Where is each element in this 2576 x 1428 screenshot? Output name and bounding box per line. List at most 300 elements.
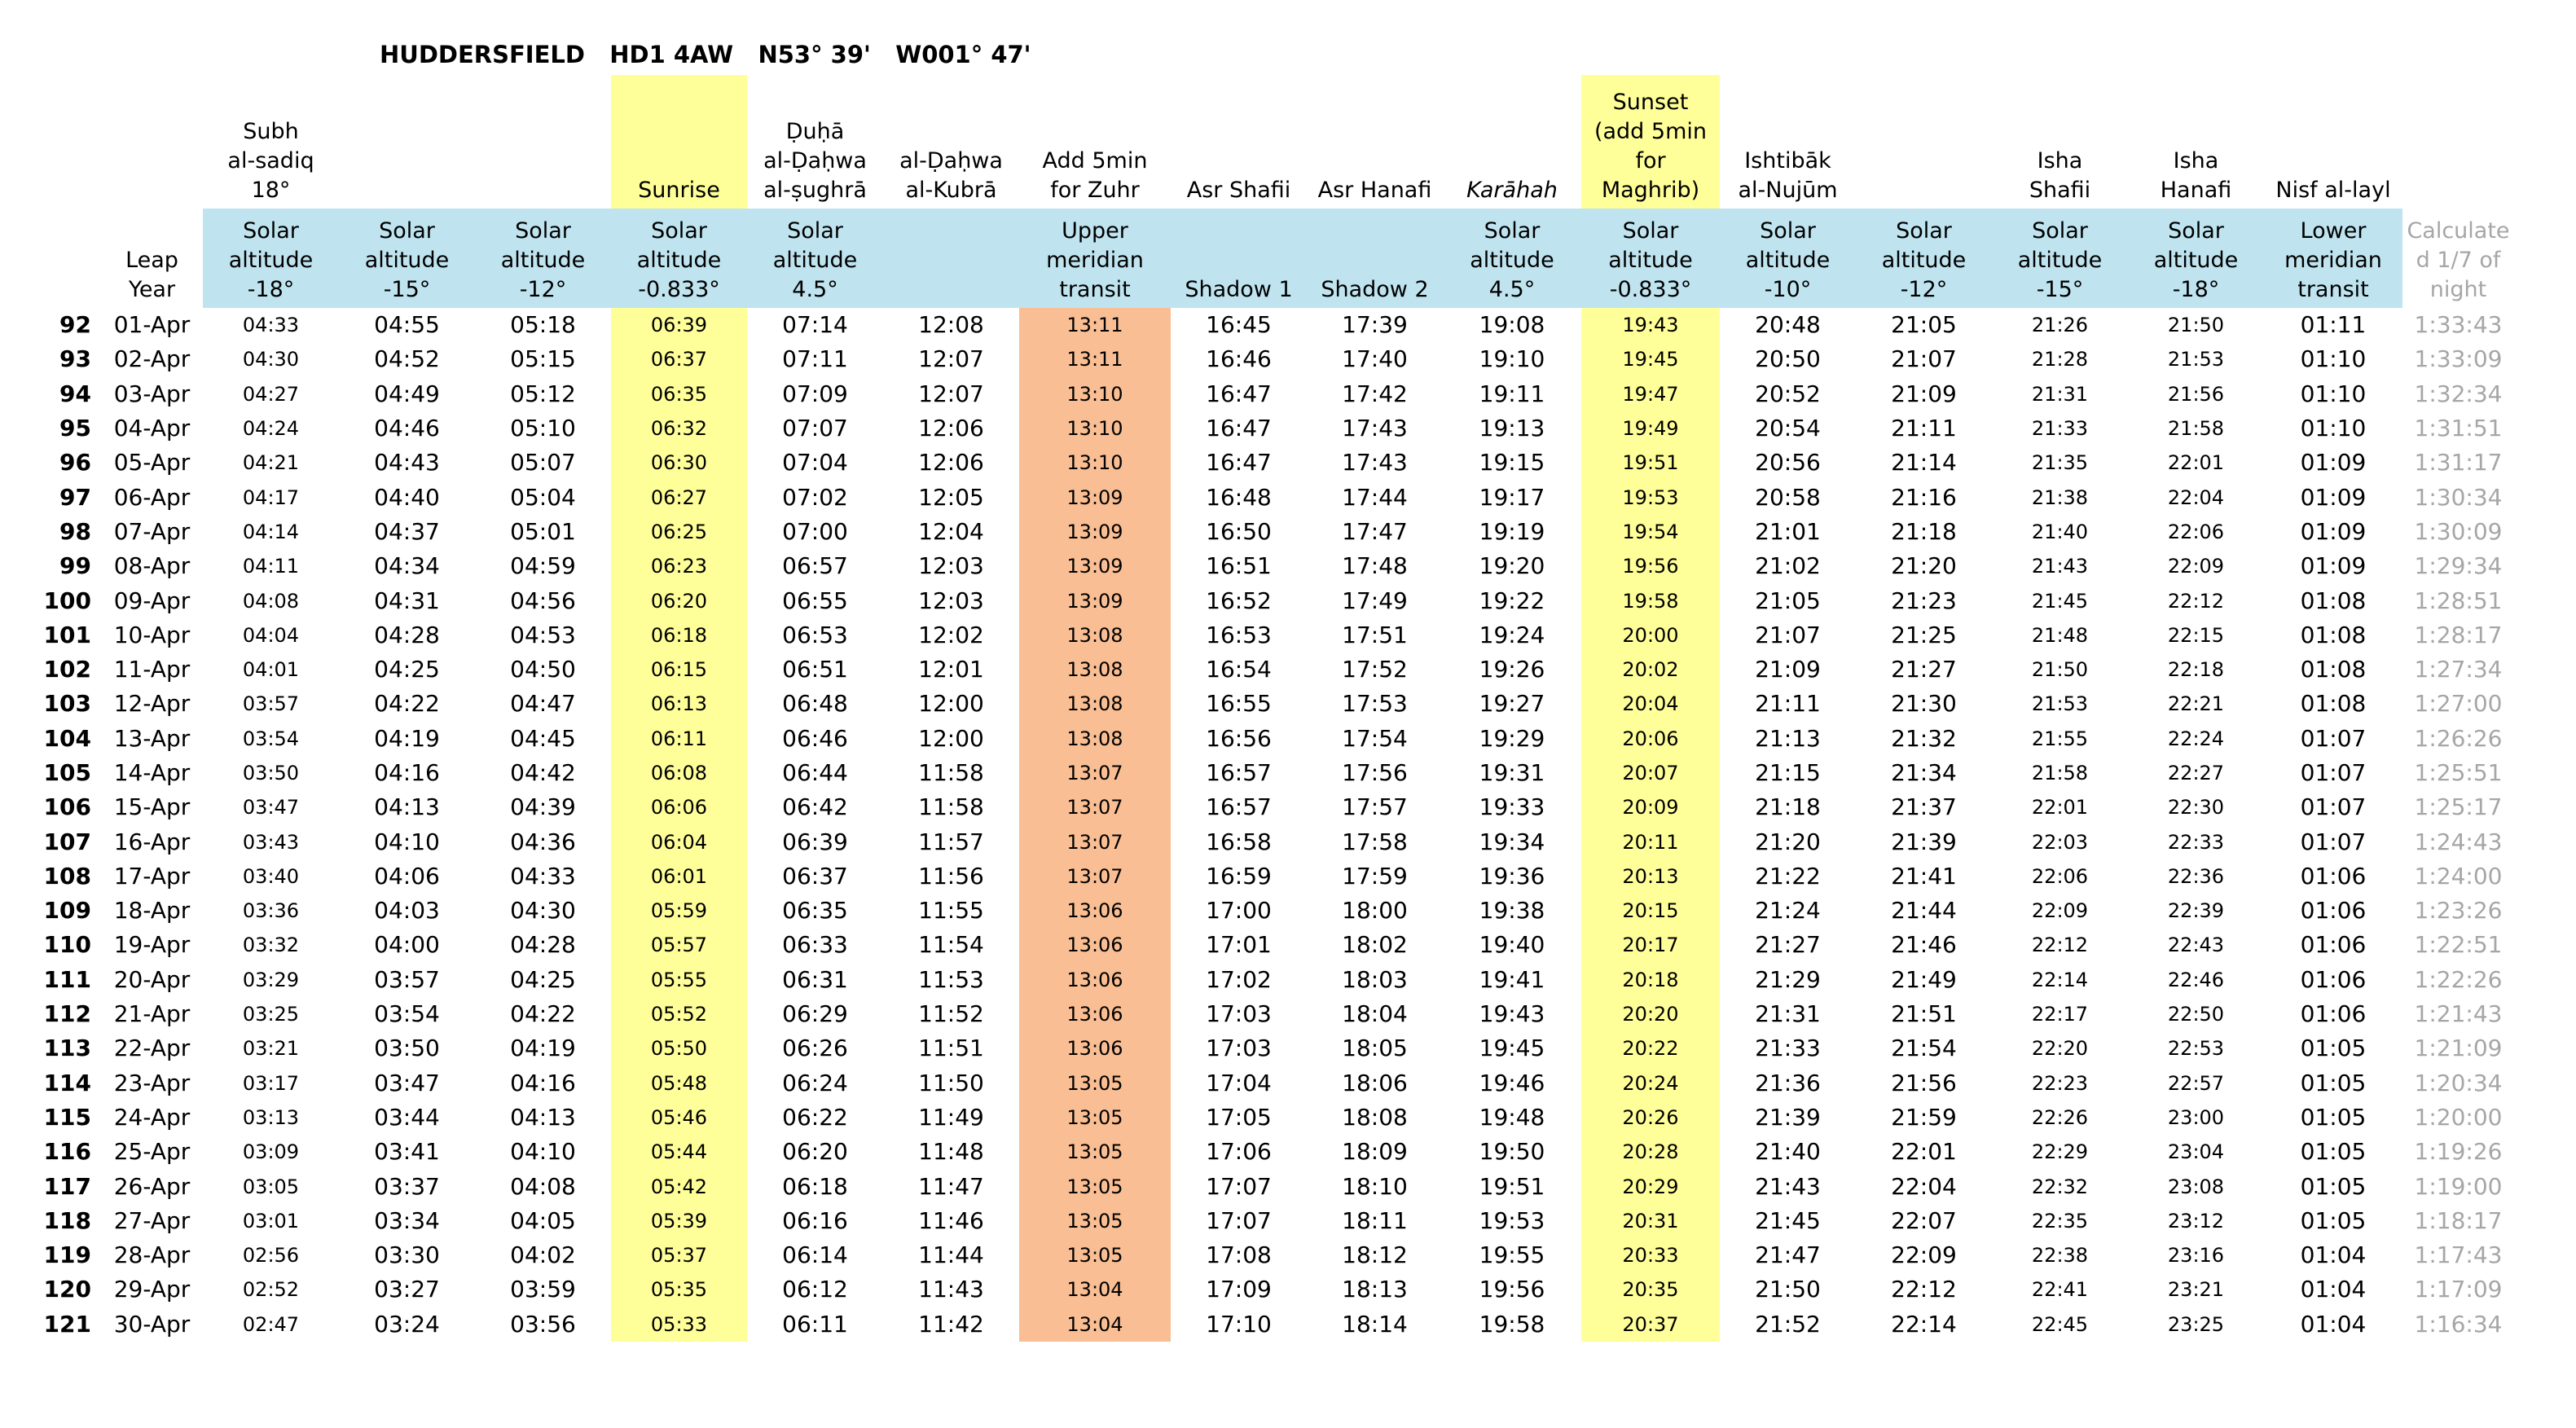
- cell-asr-hanafi: 18:08: [1342, 1103, 1408, 1131]
- cell-dahwa-kubra: 11:47: [918, 1172, 984, 1200]
- cell-nisf-al-layl: 01:04: [2300, 1310, 2367, 1338]
- cell-nisf-al-layl: 01:05: [2300, 1172, 2367, 1200]
- header-top-dahwa-kubra: al-Ḍaḥwa al-Kubrā: [899, 148, 1003, 203]
- table-row: [39, 480, 2514, 514]
- cell-isha-shafii: 22:03: [2031, 830, 2089, 854]
- cell-ishtibak-nujum: 21:09: [1755, 656, 1821, 683]
- cell-fajr-12: 04:39: [510, 793, 576, 821]
- header-top: [475, 75, 611, 209]
- header-sub: Solar altitude -15°: [339, 209, 475, 308]
- cell-asr-hanafi: 17:57: [1342, 793, 1408, 821]
- cell-upper-transit: 13:09: [1019, 549, 1171, 583]
- cell-alt-12: 21:20: [1891, 552, 1957, 580]
- cell-isha-hanafi: 22:09: [2167, 555, 2225, 578]
- cell-ishtibak-nujum: 21:36: [1755, 1069, 1821, 1096]
- cell-nisf-al-layl: 01:05: [2300, 1035, 2367, 1062]
- cell-sunset: 20:13: [1581, 859, 1720, 894]
- cell-sunset: 20:09: [1581, 790, 1720, 824]
- cell-fajr-15: 04:37: [374, 517, 440, 545]
- cell-ishtibak-nujum: 20:48: [1755, 311, 1821, 339]
- cell-subh-sadiq-18: 03:09: [242, 1140, 300, 1164]
- cell-dahwa-kubra: 11:54: [918, 931, 984, 959]
- cell-sunrise: 06:39: [611, 308, 747, 342]
- cell-sunset: 20:04: [1581, 687, 1720, 721]
- cell-ishtibak-nujum: 21:50: [1755, 1276, 1821, 1303]
- cell-duha-sughra: 06:24: [782, 1069, 848, 1096]
- cell-karahah: 19:38: [1479, 897, 1545, 925]
- cell-isha-hanafi: 22:27: [2167, 762, 2225, 784]
- cell-asr-shafii: 16:54: [1206, 656, 1272, 683]
- cell-fajr-12: 04:22: [510, 1000, 576, 1028]
- cell-nisf-al-layl: 01:07: [2300, 724, 2367, 752]
- cell-sunrise: 06:04: [611, 824, 747, 859]
- cell-day-of-year: 104: [43, 724, 91, 752]
- cell-isha-shafii: 22:09: [2031, 899, 2089, 923]
- cell-duha-sughra: 06:33: [782, 931, 848, 959]
- cell-subh-sadiq-18: 03:57: [242, 692, 300, 716]
- cell-date: 04-Apr: [113, 415, 191, 442]
- cell-asr-shafii: 16:57: [1206, 759, 1272, 786]
- cell-karahah: 19:58: [1479, 1310, 1545, 1338]
- cell-date: 30-Apr: [113, 1310, 191, 1338]
- cell-sunset: 19:53: [1581, 480, 1720, 514]
- header-sub: Solar altitude -0.833°: [611, 209, 747, 308]
- cell-asr-hanafi: 17:44: [1342, 483, 1408, 511]
- cell-sunrise: 05:44: [611, 1135, 747, 1169]
- cell-nisf-al-layl: 01:08: [2300, 587, 2367, 614]
- cell-alt-12: 21:37: [1891, 793, 1957, 821]
- cell-day-of-year: 94: [59, 380, 91, 407]
- cell-alt-12: 22:09: [1891, 1241, 1957, 1269]
- cell-duha-sughra: 06:26: [782, 1035, 848, 1062]
- cell-sunrise: 05:52: [611, 997, 747, 1031]
- cell-seventh-of-night: 1:20:00: [2414, 1103, 2503, 1131]
- cell-asr-hanafi: 18:00: [1342, 897, 1408, 925]
- table-row: [39, 583, 2514, 617]
- cell-asr-hanafi: 17:51: [1342, 621, 1408, 648]
- cell-isha-hanafi: 22:57: [2167, 1071, 2225, 1095]
- cell-fajr-12: 04:16: [510, 1069, 576, 1096]
- cell-sunrise: 06:37: [611, 342, 747, 376]
- cell-seventh-of-night: 1:31:17: [2414, 449, 2503, 477]
- cell-ishtibak-nujum: 21:24: [1755, 897, 1821, 925]
- cell-date: 13-Apr: [113, 724, 191, 752]
- cell-dahwa-kubra: 12:06: [918, 415, 984, 442]
- cell-fajr-12: 03:56: [510, 1310, 576, 1338]
- cell-seventh-of-night: 1:33:09: [2414, 345, 2503, 373]
- cell-ishtibak-nujum: 21:02: [1755, 552, 1821, 580]
- cell-nisf-al-layl: 01:08: [2300, 690, 2367, 718]
- cell-dahwa-kubra: 11:56: [918, 862, 984, 890]
- cell-nisf-al-layl: 01:07: [2300, 793, 2367, 821]
- cell-asr-hanafi: 17:47: [1342, 517, 1408, 545]
- cell-isha-hanafi: 23:04: [2167, 1140, 2225, 1164]
- prayer-times-table: [39, 75, 2514, 1342]
- cell-asr-hanafi: 17:48: [1342, 552, 1408, 580]
- cell-isha-hanafi: 21:56: [2167, 382, 2225, 406]
- cell-sunset: 20:26: [1581, 1101, 1720, 1135]
- cell-asr-shafii: 16:47: [1206, 380, 1272, 407]
- header-top-isha-hanafi: Isha Hanafi: [2160, 148, 2232, 203]
- cell-sunrise: 06:11: [611, 722, 747, 756]
- cell-date: 15-Apr: [113, 793, 191, 821]
- table-row: [39, 618, 2514, 652]
- cell-dahwa-kubra: 12:08: [918, 311, 984, 339]
- cell-date: 18-Apr: [113, 897, 191, 925]
- cell-upper-transit: 13:06: [1019, 1031, 1171, 1066]
- cell-nisf-al-layl: 01:09: [2300, 517, 2367, 545]
- cell-karahah: 19:17: [1479, 483, 1545, 511]
- cell-seventh-of-night: 1:21:43: [2414, 1000, 2503, 1028]
- cell-asr-hanafi: 18:06: [1342, 1069, 1408, 1096]
- cell-fajr-15: 04:52: [374, 345, 440, 373]
- cell-duha-sughra: 06:42: [782, 793, 848, 821]
- cell-sunset: 20:00: [1581, 618, 1720, 652]
- cell-karahah: 19:20: [1479, 552, 1545, 580]
- header-top: [339, 75, 475, 209]
- cell-asr-hanafi: 18:05: [1342, 1035, 1408, 1062]
- table-row: [39, 687, 2514, 721]
- table-row: [39, 894, 2514, 928]
- cell-fajr-15: 03:41: [374, 1138, 440, 1166]
- cell-fajr-12: 04:33: [510, 862, 576, 890]
- cell-fajr-12: 04:53: [510, 621, 576, 648]
- cell-date: 22-Apr: [113, 1035, 191, 1062]
- table-row: [39, 342, 2514, 376]
- cell-sunset: 20:33: [1581, 1238, 1720, 1272]
- cell-asr-shafii: 16:55: [1206, 690, 1272, 718]
- table-row: [39, 1238, 2514, 1272]
- cell-sunset: 19:54: [1581, 515, 1720, 549]
- cell-isha-hanafi: 22:50: [2167, 1003, 2225, 1026]
- cell-day-of-year: 109: [43, 897, 91, 925]
- cell-ishtibak-nujum: 20:52: [1755, 380, 1821, 407]
- cell-sunset: 20:15: [1581, 894, 1720, 928]
- cell-sunset: 20:07: [1581, 756, 1720, 790]
- cell-isha-shafii: 22:38: [2031, 1244, 2089, 1268]
- cell-nisf-al-layl: 01:05: [2300, 1103, 2367, 1131]
- cell-nisf-al-layl: 01:07: [2300, 759, 2367, 786]
- cell-asr-hanafi: 17:49: [1342, 587, 1408, 614]
- cell-subh-sadiq-18: 04:08: [242, 589, 300, 613]
- cell-asr-shafii: 16:47: [1206, 415, 1272, 442]
- cell-duha-sughra: 06:53: [782, 621, 848, 648]
- cell-ishtibak-nujum: 21:52: [1755, 1310, 1821, 1338]
- cell-upper-transit: 13:05: [1019, 1066, 1171, 1101]
- cell-alt-12: 21:18: [1891, 517, 1957, 545]
- cell-subh-sadiq-18: 03:54: [242, 727, 300, 750]
- cell-isha-hanafi: 23:12: [2167, 1209, 2225, 1232]
- header-top-karahah: Karāhah: [1466, 178, 1558, 203]
- cell-day-of-year: 105: [43, 759, 91, 786]
- cell-isha-hanafi: 23:25: [2167, 1312, 2225, 1336]
- cell-asr-shafii: 17:04: [1206, 1069, 1272, 1096]
- cell-isha-shafii: 21:43: [2031, 555, 2089, 578]
- cell-asr-hanafi: 17:58: [1342, 828, 1408, 855]
- cell-isha-shafii: 22:23: [2031, 1071, 2089, 1095]
- cell-seventh-of-night: 1:19:26: [2414, 1138, 2503, 1166]
- table-row: [39, 824, 2514, 859]
- cell-asr-shafii: 16:51: [1206, 552, 1272, 580]
- cell-duha-sughra: 06:55: [782, 587, 848, 614]
- cell-day-of-year: 92: [59, 311, 91, 339]
- cell-dahwa-kubra: 11:58: [918, 759, 984, 786]
- cell-fajr-15: 04:49: [374, 380, 440, 407]
- cell-alt-12: 21:16: [1891, 483, 1957, 511]
- cell-upper-transit: 13:07: [1019, 859, 1171, 894]
- cell-date: 23-Apr: [113, 1069, 191, 1096]
- cell-karahah: 19:40: [1479, 931, 1545, 959]
- cell-isha-shafii: 22:32: [2031, 1175, 2089, 1198]
- cell-date: 10-Apr: [113, 621, 191, 648]
- cell-isha-hanafi: 21:53: [2167, 348, 2225, 371]
- cell-nisf-al-layl: 01:10: [2300, 345, 2367, 373]
- cell-isha-shafii: 21:45: [2031, 589, 2089, 613]
- cell-sunset: 20:02: [1581, 652, 1720, 687]
- cell-ishtibak-nujum: 21:07: [1755, 621, 1821, 648]
- cell-upper-transit: 13:06: [1019, 997, 1171, 1031]
- cell-date: 02-Apr: [113, 345, 191, 373]
- cell-duha-sughra: 06:35: [782, 897, 848, 925]
- header-top-duha: Ḍuḥā al-Ḍaḥwa al-ṣughrā: [763, 119, 867, 203]
- cell-fajr-12: 05:01: [510, 517, 576, 545]
- cell-asr-hanafi: 17:56: [1342, 759, 1408, 786]
- cell-nisf-al-layl: 01:05: [2300, 1206, 2367, 1234]
- cell-karahah: 19:34: [1479, 828, 1545, 855]
- cell-day-of-year: 115: [43, 1103, 91, 1131]
- cell-seventh-of-night: 1:24:43: [2414, 828, 2503, 855]
- cell-day-of-year: 118: [43, 1206, 91, 1234]
- cell-duha-sughra: 06:57: [782, 552, 848, 580]
- cell-asr-hanafi: 18:10: [1342, 1172, 1408, 1200]
- cell-isha-shafii: 22:29: [2031, 1140, 2089, 1164]
- cell-upper-transit: 13:05: [1019, 1238, 1171, 1272]
- cell-alt-12: 21:32: [1891, 724, 1957, 752]
- cell-ishtibak-nujum: 21:20: [1755, 828, 1821, 855]
- cell-subh-sadiq-18: 03:25: [242, 1003, 300, 1026]
- cell-ishtibak-nujum: 21:22: [1755, 862, 1821, 890]
- cell-date: 29-Apr: [113, 1276, 191, 1303]
- table-row: [39, 308, 2514, 342]
- cell-subh-sadiq-18: 04:17: [242, 486, 300, 509]
- cell-nisf-al-layl: 01:09: [2300, 552, 2367, 580]
- cell-sunrise: 06:27: [611, 480, 747, 514]
- cell-subh-sadiq-18: 03:50: [242, 762, 300, 784]
- cell-ishtibak-nujum: 21:01: [1755, 517, 1821, 545]
- table-row: [39, 515, 2514, 549]
- cell-upper-transit: 13:08: [1019, 687, 1171, 721]
- cell-ishtibak-nujum: 21:27: [1755, 931, 1821, 959]
- cell-fajr-12: 04:30: [510, 897, 576, 925]
- cell-day-of-year: 113: [43, 1035, 91, 1062]
- cell-subh-sadiq-18: 02:47: [242, 1312, 300, 1336]
- cell-asr-shafii: 17:03: [1206, 1000, 1272, 1028]
- cell-duha-sughra: 07:02: [782, 483, 848, 511]
- header-top: [1856, 75, 1992, 209]
- cell-fajr-15: 04:06: [374, 862, 440, 890]
- cell-upper-transit: 13:08: [1019, 618, 1171, 652]
- table-row: [39, 549, 2514, 583]
- cell-asr-shafii: 16:52: [1206, 587, 1272, 614]
- cell-karahah: 19:53: [1479, 1206, 1545, 1234]
- cell-ishtibak-nujum: 21:43: [1755, 1172, 1821, 1200]
- cell-sunrise: 06:01: [611, 859, 747, 894]
- cell-asr-hanafi: 18:11: [1342, 1206, 1408, 1234]
- cell-alt-12: 21:56: [1891, 1069, 1957, 1096]
- cell-sunset: 19:43: [1581, 308, 1720, 342]
- cell-seventh-of-night: 1:25:51: [2414, 759, 2503, 786]
- cell-date: 03-Apr: [113, 380, 191, 407]
- cell-seventh-of-night: 1:27:00: [2414, 690, 2503, 718]
- cell-sunset: 20:35: [1581, 1272, 1720, 1307]
- header-sub: [39, 209, 101, 308]
- cell-isha-shafii: 22:17: [2031, 1003, 2089, 1026]
- cell-isha-hanafi: 22:18: [2167, 658, 2225, 682]
- cell-fajr-12: 05:15: [510, 345, 576, 373]
- cell-subh-sadiq-18: 03:29: [242, 968, 300, 991]
- cell-day-of-year: 116: [43, 1138, 91, 1166]
- cell-alt-12: 21:39: [1891, 828, 1957, 855]
- cell-dahwa-kubra: 11:50: [918, 1069, 984, 1096]
- cell-asr-shafii: 17:08: [1206, 1241, 1272, 1269]
- cell-sunset: 19:56: [1581, 549, 1720, 583]
- cell-isha-shafii: 22:12: [2031, 934, 2089, 957]
- cell-asr-shafii: 17:00: [1206, 897, 1272, 925]
- cell-fajr-15: 04:46: [374, 415, 440, 442]
- cell-asr-shafii: 17:03: [1206, 1035, 1272, 1062]
- cell-sunset: 20:17: [1581, 928, 1720, 962]
- cell-alt-12: 21:54: [1891, 1035, 1957, 1062]
- cell-isha-shafii: 21:48: [2031, 623, 2089, 647]
- cell-karahah: 19:24: [1479, 621, 1545, 648]
- cell-sunrise: 06:06: [611, 790, 747, 824]
- cell-date: 11-Apr: [113, 656, 191, 683]
- cell-duha-sughra: 06:22: [782, 1103, 848, 1131]
- cell-day-of-year: 114: [43, 1069, 91, 1096]
- cell-upper-transit: 13:09: [1019, 515, 1171, 549]
- header-sub: Solar altitude -12°: [1856, 209, 1992, 308]
- cell-seventh-of-night: 1:25:17: [2414, 793, 2503, 821]
- header-top-zuhr: Add 5min for Zuhr: [1042, 148, 1148, 203]
- cell-subh-sadiq-18: 04:24: [242, 417, 300, 441]
- cell-asr-shafii: 16:57: [1206, 793, 1272, 821]
- cell-dahwa-kubra: 12:07: [918, 345, 984, 373]
- cell-ishtibak-nujum: 21:15: [1755, 759, 1821, 786]
- cell-upper-transit: 13:06: [1019, 928, 1171, 962]
- cell-subh-sadiq-18: 04:33: [242, 314, 300, 337]
- cell-fajr-12: 04:13: [510, 1103, 576, 1131]
- cell-upper-transit: 13:11: [1019, 308, 1171, 342]
- cell-nisf-al-layl: 01:06: [2300, 931, 2367, 959]
- cell-sunrise: 05:46: [611, 1101, 747, 1135]
- header-sub: Solar altitude -12°: [475, 209, 611, 308]
- cell-seventh-of-night: 1:19:00: [2414, 1172, 2503, 1200]
- cell-nisf-al-layl: 01:08: [2300, 621, 2367, 648]
- cell-fajr-15: 03:47: [374, 1069, 440, 1096]
- cell-karahah: 19:22: [1479, 587, 1545, 614]
- table-body: [39, 308, 2514, 1342]
- cell-isha-hanafi: 22:30: [2167, 796, 2225, 819]
- cell-dahwa-kubra: 12:03: [918, 552, 984, 580]
- cell-fajr-12: 04:56: [510, 587, 576, 614]
- cell-sunset: 20:37: [1581, 1307, 1720, 1342]
- header-row-details: [39, 209, 2514, 308]
- cell-date: 25-Apr: [113, 1138, 191, 1166]
- cell-alt-12: 22:07: [1891, 1206, 1957, 1234]
- cell-alt-12: 21:11: [1891, 415, 1957, 442]
- cell-karahah: 19:11: [1479, 380, 1545, 407]
- cell-nisf-al-layl: 01:04: [2300, 1276, 2367, 1303]
- cell-alt-12: 21:27: [1891, 656, 1957, 683]
- cell-day-of-year: 102: [43, 656, 91, 683]
- cell-nisf-al-layl: 01:04: [2300, 1241, 2367, 1269]
- cell-alt-12: 21:05: [1891, 311, 1957, 339]
- table-row: [39, 1204, 2514, 1238]
- cell-isha-shafii: 21:55: [2031, 727, 2089, 750]
- cell-fajr-12: 04:25: [510, 965, 576, 993]
- cell-dahwa-kubra: 11:46: [918, 1206, 984, 1234]
- cell-duha-sughra: 06:16: [782, 1206, 848, 1234]
- cell-upper-transit: 13:09: [1019, 583, 1171, 617]
- cell-asr-shafii: 16:56: [1206, 724, 1272, 752]
- cell-asr-hanafi: 17:39: [1342, 311, 1408, 339]
- cell-day-of-year: 107: [43, 828, 91, 855]
- cell-dahwa-kubra: 12:02: [918, 621, 984, 648]
- cell-date: 27-Apr: [113, 1206, 191, 1234]
- cell-isha-shafii: 22:41: [2031, 1278, 2089, 1302]
- cell-karahah: 19:26: [1479, 656, 1545, 683]
- cell-asr-hanafi: 17:54: [1342, 724, 1408, 752]
- cell-ishtibak-nujum: 20:54: [1755, 415, 1821, 442]
- cell-asr-hanafi: 17:43: [1342, 449, 1408, 477]
- cell-isha-shafii: 21:31: [2031, 382, 2089, 406]
- cell-isha-shafii: 22:01: [2031, 796, 2089, 819]
- cell-sunset: 20:22: [1581, 1031, 1720, 1066]
- cell-subh-sadiq-18: 04:27: [242, 382, 300, 406]
- cell-alt-12: 21:59: [1891, 1103, 1957, 1131]
- cell-isha-hanafi: 22:53: [2167, 1037, 2225, 1061]
- cell-nisf-al-layl: 01:09: [2300, 483, 2367, 511]
- cell-asr-hanafi: 18:12: [1342, 1241, 1408, 1269]
- cell-sunrise: 05:35: [611, 1272, 747, 1307]
- cell-subh-sadiq-18: 03:13: [242, 1105, 300, 1129]
- cell-seventh-of-night: 1:31:51: [2414, 415, 2503, 442]
- cell-ishtibak-nujum: 20:56: [1755, 449, 1821, 477]
- table-row: [39, 377, 2514, 411]
- cell-fajr-15: 04:13: [374, 793, 440, 821]
- cell-nisf-al-layl: 01:06: [2300, 965, 2367, 993]
- cell-fajr-12: 05:12: [510, 380, 576, 407]
- cell-asr-hanafi: 18:09: [1342, 1138, 1408, 1166]
- cell-dahwa-kubra: 11:51: [918, 1035, 984, 1062]
- cell-dahwa-kubra: 11:53: [918, 965, 984, 993]
- cell-alt-12: 21:46: [1891, 931, 1957, 959]
- cell-date: 20-Apr: [113, 965, 191, 993]
- cell-fajr-12: 04:02: [510, 1241, 576, 1269]
- cell-dahwa-kubra: 11:44: [918, 1241, 984, 1269]
- cell-fajr-12: 05:07: [510, 449, 576, 477]
- cell-alt-12: 22:12: [1891, 1276, 1957, 1303]
- cell-alt-12: 21:09: [1891, 380, 1957, 407]
- cell-seventh-of-night: 1:33:43: [2414, 311, 2503, 339]
- cell-alt-12: 21:51: [1891, 1000, 1957, 1028]
- cell-day-of-year: 95: [59, 415, 91, 442]
- cell-sunset: 20:18: [1581, 963, 1720, 997]
- cell-isha-hanafi: 21:50: [2167, 314, 2225, 337]
- cell-isha-hanafi: 22:06: [2167, 520, 2225, 543]
- cell-asr-hanafi: 17:52: [1342, 656, 1408, 683]
- cell-dahwa-kubra: 12:05: [918, 483, 984, 511]
